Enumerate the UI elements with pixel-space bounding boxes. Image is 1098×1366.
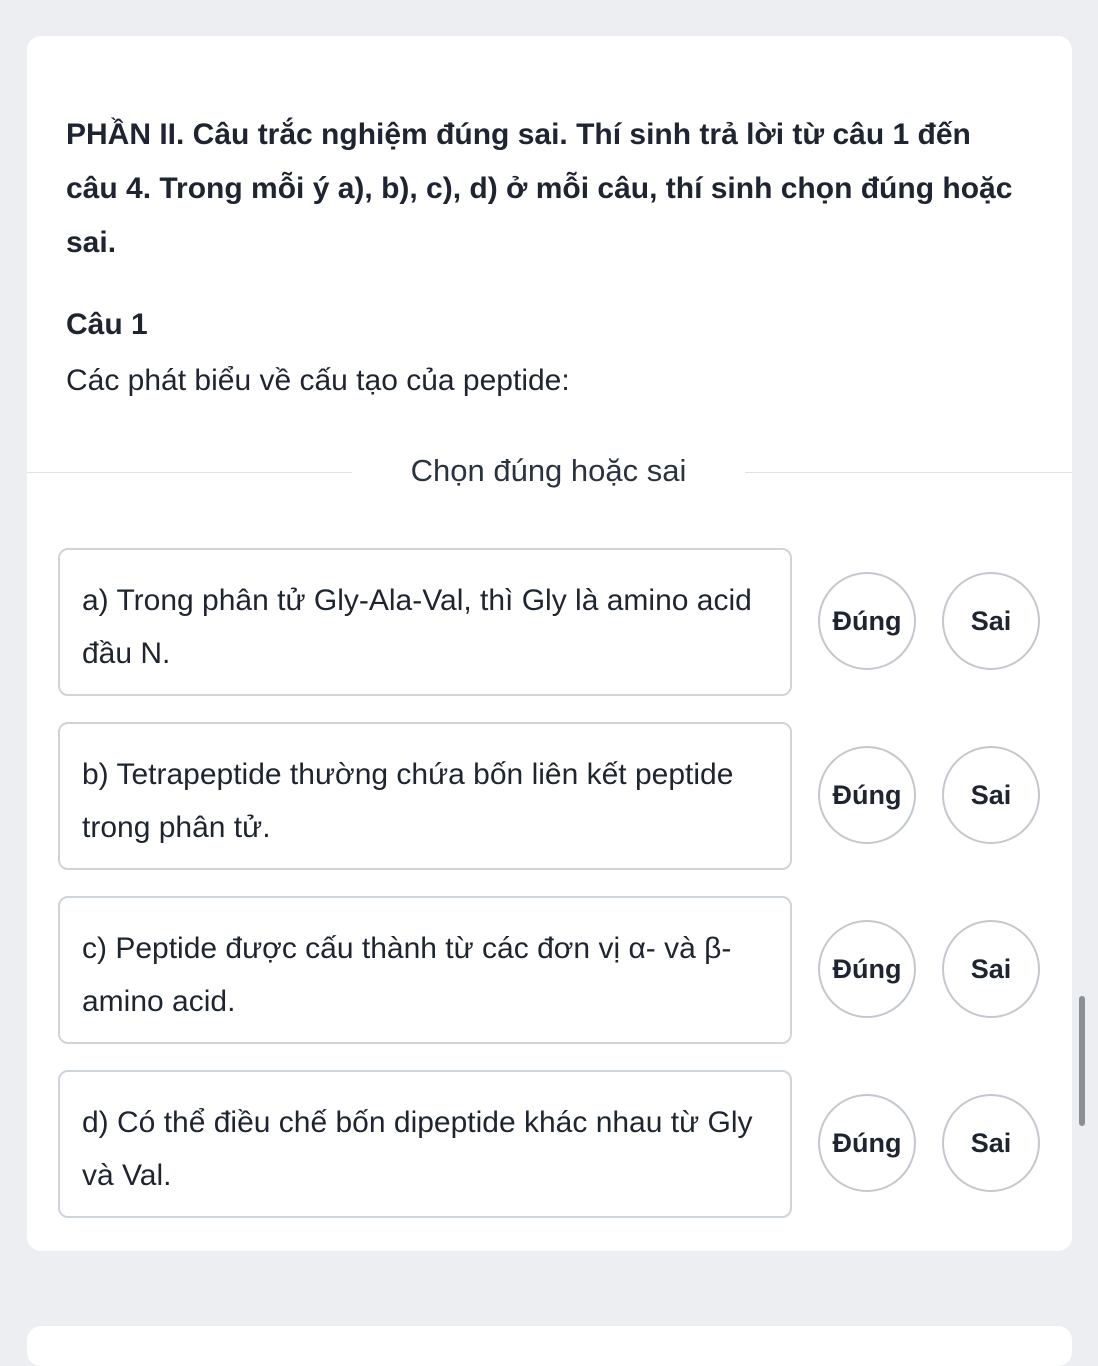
scrollbar-thumb[interactable] [1079, 996, 1085, 1126]
statement-text: a) Trong phân tử Gly-Ala-Val, thì Gly là amino acid đầu N. [82, 584, 752, 670]
statement-box [58, 1070, 792, 1218]
statement-row-c [58, 896, 1048, 1048]
true-button[interactable]: Đúng [818, 1094, 916, 1192]
question-prompt: Các phát biểu về cấu tạo của peptide: [66, 364, 570, 397]
section-heading: PHẦN II. Câu trắc nghiệm đúng sai. Thí sinh trả lời từ câu 1 đến câu 4. Trong mỗi ý a), b), c), d) ở mỗi câu, thí sinh chọn đúng hoặc sai. [66, 118, 1013, 259]
true-button[interactable]: Đúng [818, 920, 916, 1018]
question-title: Câu 1 [66, 308, 148, 341]
divider-line-left [27, 472, 352, 473]
false-button[interactable]: Sai [942, 746, 1040, 844]
false-button[interactable]: Sai [942, 920, 1040, 1018]
next-card [27, 1326, 1072, 1366]
statement-row-b [58, 722, 1048, 874]
statement-text: b) Tetrapeptide thường chứa bốn liên kết peptide trong phân tử. [82, 758, 734, 844]
choose-divider [27, 448, 1072, 494]
false-button[interactable]: Sai [942, 1094, 1040, 1192]
true-button[interactable]: Đúng [818, 572, 916, 670]
statement-text: c) Peptide được cấu thành từ các đơn vị α- và β-amino acid. [82, 932, 732, 1018]
divider-label: Chọn đúng hoặc sai [410, 453, 687, 488]
statement-box [58, 722, 792, 870]
true-button[interactable]: Đúng [818, 746, 916, 844]
statement-box [58, 548, 792, 696]
statement-row-a [58, 548, 1048, 700]
statement-row-d [58, 1070, 1048, 1222]
statement-text: d) Có thể điều chế bốn dipeptide khác nhau từ Gly và Val. [82, 1106, 753, 1192]
divider-line-right [745, 472, 1072, 473]
statement-box [58, 896, 792, 1044]
false-button[interactable]: Sai [942, 572, 1040, 670]
